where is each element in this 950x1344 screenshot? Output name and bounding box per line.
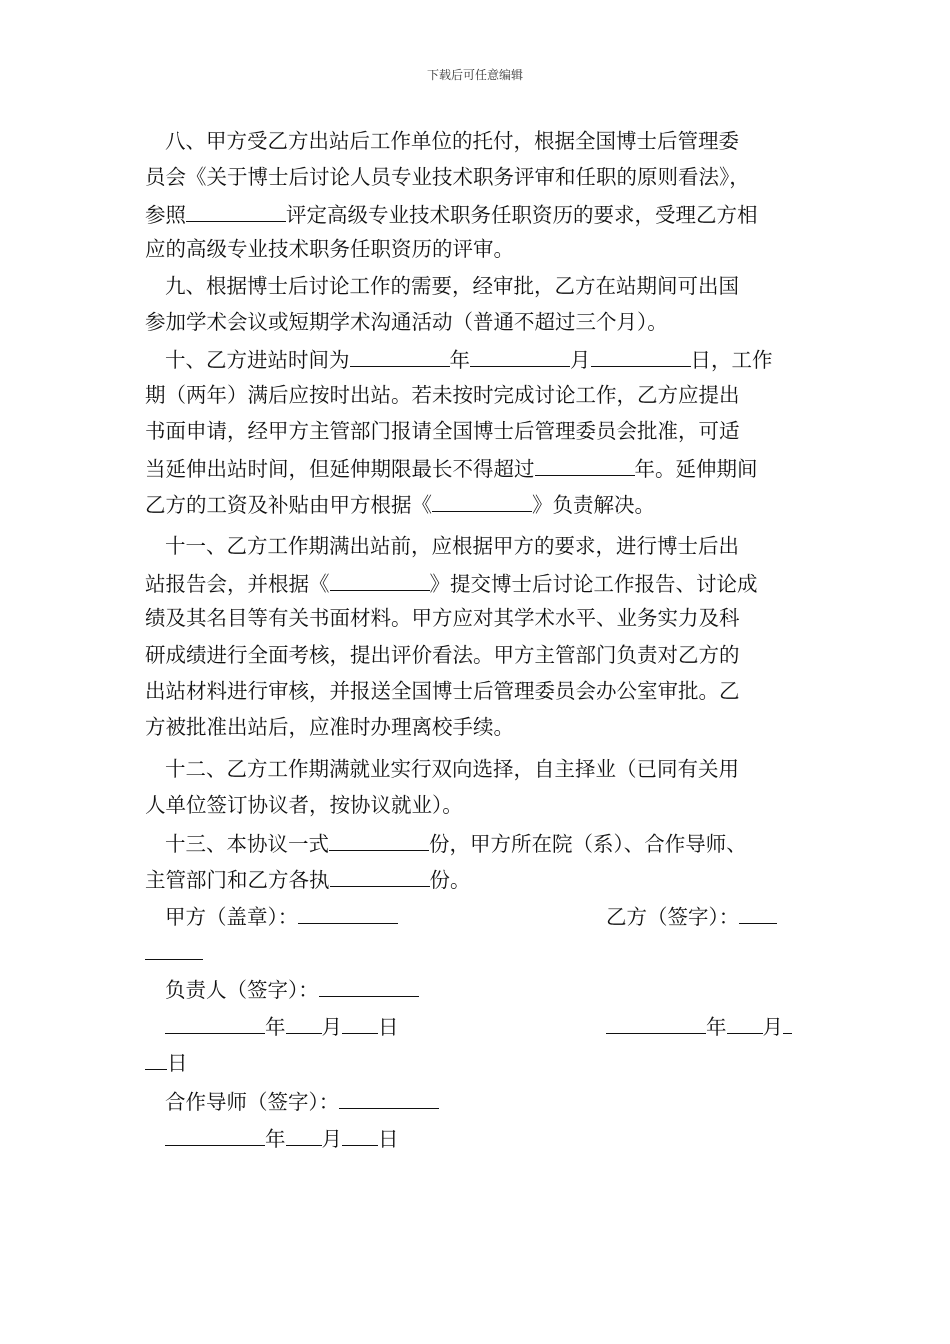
date-day-field[interactable]	[342, 1124, 378, 1146]
text: 》提交博士后讨论工作报告、讨论成	[429, 572, 758, 596]
para-9-line-1: 九、根据博士后讨论工作的需要，经审批，乙方在站期间可出国	[165, 274, 739, 298]
para-8-line-1: 八、甲方受乙方出站后工作单位的托付，根据全国博士后管理委	[165, 129, 739, 153]
party-b-sign-continued	[145, 938, 203, 966]
blank-copies[interactable]	[329, 829, 429, 851]
header-note: 下载后可任意编辑	[426, 68, 523, 82]
party-b-date	[606, 1012, 792, 1040]
blank-month[interactable]	[470, 345, 570, 367]
text: 月	[570, 348, 591, 372]
para-12-line-2: 人单位签订协议者，按协议就业）。	[145, 793, 463, 817]
party-b-date-continued	[145, 1048, 188, 1076]
text: 评定高级专业技术职务任职资历的要求，受理乙方相	[286, 203, 758, 227]
text: 》负责解决。	[532, 493, 655, 517]
date-day-field[interactable]	[783, 1012, 792, 1034]
blank-field[interactable]	[535, 454, 635, 476]
blank-day[interactable]	[591, 345, 691, 367]
date-day-field-continued[interactable]	[145, 1048, 167, 1070]
para-12-line-1: 十二、乙方工作期满就业实行双向选择，自主择业（已同有关用	[165, 757, 739, 781]
party-b-sign-field[interactable]	[739, 902, 777, 924]
text: 站报告会，并根据《	[145, 572, 330, 596]
text: 十、乙方进站时间为	[165, 348, 350, 372]
text: 十三、本协议一式	[165, 832, 329, 856]
blank-field[interactable]	[432, 490, 532, 512]
month-label: 月	[321, 1015, 342, 1039]
text: 乙方的工资及补贴由甲方根据《	[145, 493, 432, 517]
blank-year[interactable]	[350, 345, 450, 367]
day-label: 日	[378, 1127, 399, 1151]
para-13-line-2	[145, 865, 471, 893]
date-month-field[interactable]	[286, 1124, 322, 1146]
day-label: 日	[167, 1051, 188, 1075]
date-year-field[interactable]	[165, 1124, 265, 1146]
text: 参照	[145, 203, 186, 227]
date-month-field[interactable]	[727, 1012, 763, 1034]
responsible-person-sign	[165, 975, 419, 1003]
para-11-line-1: 十一、乙方工作期满出站前，应根据甲方的要求，进行博士后出	[165, 534, 739, 558]
para-8-line-4: 应的高级专业技术职务任职资历的评审。	[145, 237, 514, 261]
text: 年。延伸期间	[634, 457, 758, 481]
advisor-sign-field[interactable]	[339, 1087, 439, 1109]
blank-field[interactable]	[330, 569, 430, 591]
party-a-date	[165, 1012, 399, 1040]
date-year-field[interactable]	[606, 1012, 706, 1034]
month-label: 月	[762, 1015, 783, 1039]
para-11-line-2	[145, 569, 758, 597]
para-9-line-2: 参加学术会议或短期学术沟通活动（普通不超过三个月）。	[145, 310, 668, 334]
advisor-label: 合作导师（签字）：	[165, 1090, 340, 1114]
party-b-sign	[606, 902, 777, 930]
text: 年	[449, 348, 470, 372]
para-8-line-3	[145, 200, 758, 228]
responsible-label: 负责人（签字）：	[165, 978, 319, 1002]
year-label: 年	[265, 1015, 286, 1039]
advisor-date	[165, 1124, 399, 1152]
month-label: 月	[321, 1127, 342, 1151]
para-10-line-5	[145, 490, 655, 518]
party-a-label: 甲方（盖章）：	[165, 905, 299, 929]
date-day-field[interactable]	[342, 1012, 378, 1034]
blank-field[interactable]	[186, 200, 286, 222]
date-year-field[interactable]	[165, 1012, 265, 1034]
para-13-line-1	[165, 829, 747, 857]
year-label: 年	[265, 1127, 286, 1151]
text: 份。	[429, 868, 471, 892]
party-a-seal-field[interactable]	[298, 902, 398, 924]
party-b-sign-field-continued[interactable]	[145, 938, 203, 960]
para-8-line-2: 员会《关于博士后讨论人员专业技术职务评审和任职的原则看法》，	[145, 165, 750, 189]
day-label: 日	[378, 1015, 399, 1039]
party-a-seal	[165, 902, 398, 930]
advisor-sign	[165, 1087, 439, 1115]
date-month-field[interactable]	[286, 1012, 322, 1034]
para-11-line-4: 研成绩进行全面考核，提出评价看法。甲方主管部门负责对乙方的	[145, 643, 740, 667]
para-11-line-3: 绩及其名目等有关书面材料。甲方应对其学术水平、业务实力及科	[145, 606, 740, 630]
para-11-line-6: 方被批准出站后，应准时办理离校手续。	[145, 715, 514, 739]
para-10-line-1	[165, 345, 773, 373]
responsible-sign-field[interactable]	[319, 975, 419, 997]
text: 当延伸出站时间，但延伸期限最长不得超过	[145, 457, 535, 481]
para-10-line-4	[145, 454, 758, 482]
para-10-line-2: 期（两年）满后应按时出站。若未按时完成讨论工作，乙方应提出	[145, 383, 740, 407]
year-label: 年	[706, 1015, 727, 1039]
text: 份，甲方所在院（系）、合作导师、	[429, 832, 747, 856]
para-11-line-5: 出站材料进行审核，并报送全国博士后管理委员会办公室审批。乙	[145, 679, 740, 703]
blank-copies[interactable]	[330, 865, 430, 887]
para-10-line-3: 书面申请，经甲方主管部门报请全国博士后管理委员会批准，可适	[145, 419, 740, 443]
party-b-label: 乙方（签字）：	[606, 905, 740, 929]
text: 主管部门和乙方各执	[145, 868, 330, 892]
text: 日，工作	[690, 348, 773, 372]
